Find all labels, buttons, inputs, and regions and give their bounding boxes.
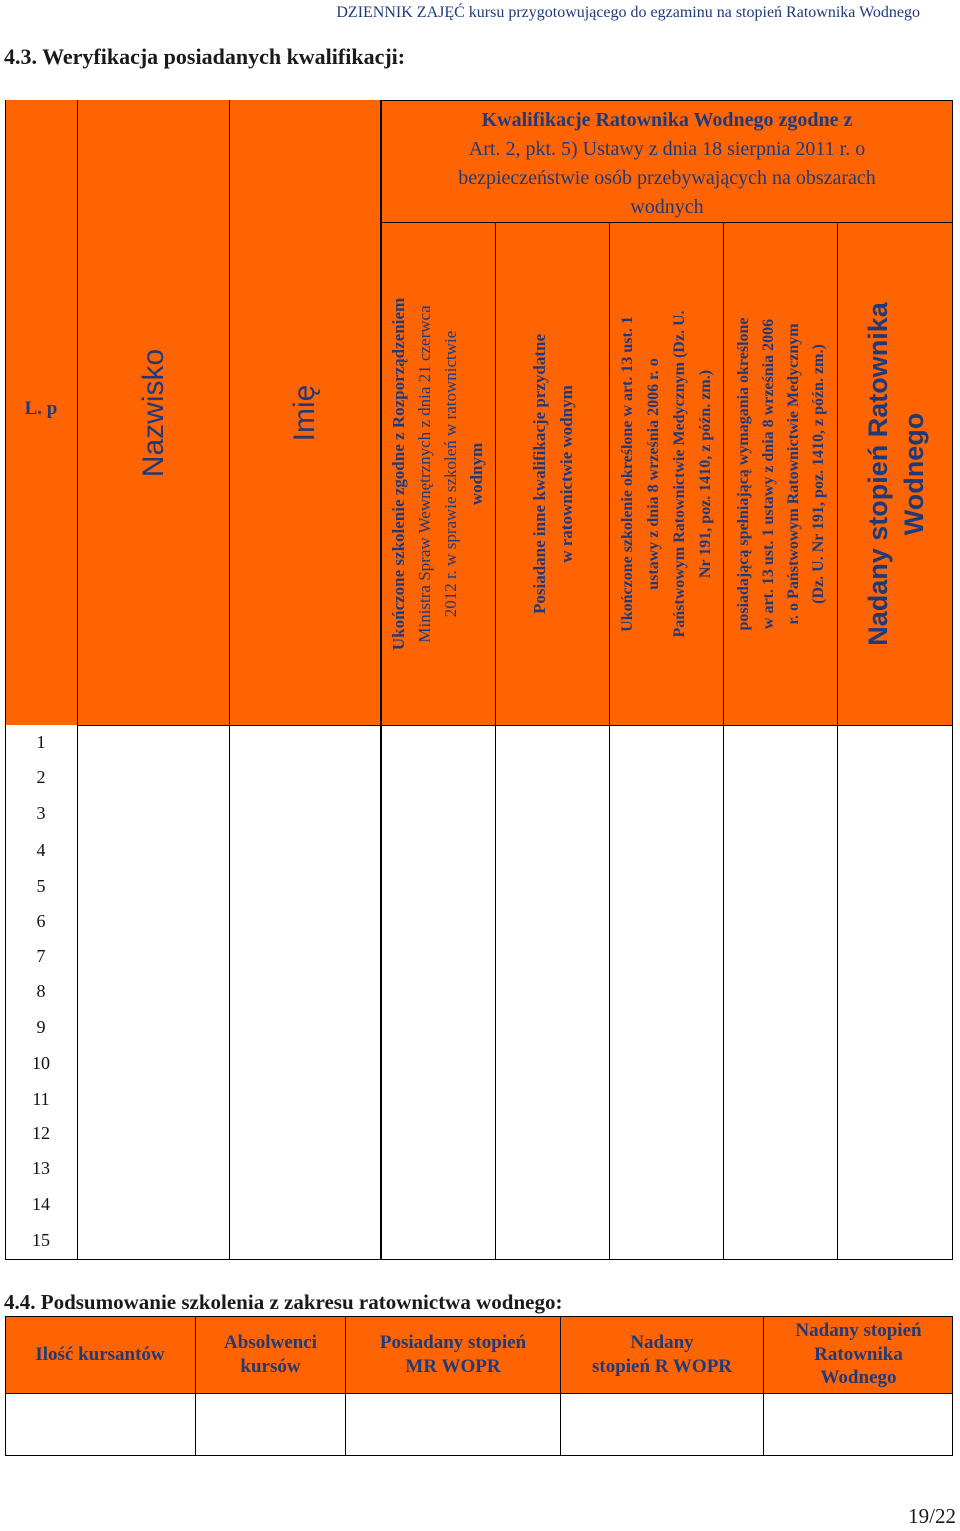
grid-line	[952, 100, 953, 1260]
header-nazwisko-label: Nazwisko	[136, 348, 170, 477]
row-number: 1	[36, 732, 46, 752]
sub3-line4: Nr 191, poz. 1410, z późn. zm.)	[696, 369, 714, 579]
subheader-prm-qual-text	[731, 317, 831, 630]
grid-line	[5, 100, 6, 1260]
sub1-line2: Ministra Spraw Wewnętrznych z dnia 21 czerwca	[415, 305, 434, 643]
summary-col5-line2: Ratownika	[814, 1343, 903, 1365]
summary-col4-line2: stopień R WOPR	[591, 1355, 733, 1377]
group-header-line2: Art. 2, pkt. 5) Ustawy z dnia 18 sierpnia 2011 r. o	[468, 138, 866, 160]
row-number: 5	[36, 876, 46, 896]
sub3-line1: Ukończone szkolenie określone w art. 13 ust. 1	[618, 316, 636, 632]
row-number: 15	[32, 1230, 50, 1250]
grid-line	[952, 1316, 953, 1456]
grid-line	[609, 223, 610, 1260]
summary-col-graduates	[196, 1316, 345, 1393]
row-number: 3	[36, 803, 46, 823]
summary-col-r-wopr	[561, 1316, 763, 1393]
grid-line	[5, 1259, 953, 1260]
summary-col5-line1: Nadany stopień	[795, 1319, 922, 1341]
summary-col4-line1: Nadany	[630, 1331, 694, 1353]
group-header-text	[381, 106, 953, 222]
row-number: 7	[36, 946, 46, 966]
summary-col-mr-wopr	[346, 1316, 560, 1393]
sub2-line2: w ratownictwie wodnym	[556, 385, 576, 563]
group-header-line1: Kwalifikacje Ratownika Wodnego zgodne z	[481, 109, 853, 131]
row-number: 14	[32, 1194, 50, 1214]
summary-col-participants	[5, 1316, 195, 1393]
sub1-line4: wodnym	[467, 442, 486, 506]
subheader-prm-text	[615, 310, 719, 637]
header-lp	[5, 100, 77, 725]
row-number: 6	[36, 911, 46, 931]
summary-col2-line2: kursów	[240, 1355, 301, 1377]
grid-line	[5, 1393, 953, 1394]
grid-line	[345, 1316, 346, 1456]
group-header-line3: bezpieczeństwie osób przebywających na obszarach	[458, 167, 876, 189]
summary-col3-line2: MR WOPR	[405, 1355, 501, 1377]
grid-line	[5, 1316, 6, 1456]
sub4-line1: posiadającą spełniającą wymagania określone	[734, 317, 752, 631]
grid-line	[5, 1455, 953, 1456]
grid-line	[723, 223, 724, 1260]
row-number: 13	[32, 1158, 50, 1178]
sub4-line3: r. o Państwowym Ratownictwie Medycznym	[784, 323, 802, 625]
section-4-4-title: 4.4. Podsumowanie szkolenia z zakresu ratownictwa wodnego:	[4, 1290, 563, 1314]
grid-line	[560, 1316, 561, 1456]
grid-line	[763, 1316, 764, 1456]
sub4-line4: (Dz. U. Nr 191, poz. 1410, z późn. zm.)	[809, 344, 827, 604]
summary-col2-line1: Absolwenci	[224, 1331, 317, 1353]
grid-line	[837, 223, 838, 1260]
subheader-rw-degree	[838, 223, 953, 725]
row-number: 11	[32, 1089, 50, 1109]
subheader-prm-qualification	[724, 223, 837, 725]
header-imie-label: Imię	[288, 384, 321, 441]
sub5-line1: Nadany stopień Ratownika	[862, 302, 893, 646]
row-number: 4	[36, 840, 46, 860]
sub4-line2: w art. 13 ust. 1 ustawy z dnia 8 września 2006	[759, 318, 777, 630]
qualifications-table	[5, 100, 953, 1260]
summary-col1-label: Ilość kursantów	[35, 1343, 165, 1365]
row-number: 10	[32, 1053, 50, 1073]
sub3-line3: Państwowym Ratownictwie Medycznym (Dz. U.	[670, 310, 688, 638]
subheader-mswia-text	[386, 298, 490, 650]
document-header: DZIENNIK ZAJĘĆ kursu przygotowującego do egzaminu na stopień Ratownika Wodnego	[336, 4, 920, 21]
grid-line	[381, 222, 953, 223]
subheader-other-qualifications	[496, 223, 609, 725]
sub3-line2: ustawy z dnia 8 września 2006 r. o	[644, 358, 662, 590]
summary-col5-line3: Wodnego	[820, 1367, 897, 1389]
grid-line	[380, 100, 382, 1260]
section-4-3-title: 4.3. Weryfikacja posiadanych kwalifikacji:	[4, 44, 406, 69]
sub5-line2: Wodnego	[898, 412, 929, 536]
grid-line	[495, 223, 496, 1260]
header-imie	[230, 100, 380, 725]
row-number: 8	[36, 981, 46, 1001]
row-number: 2	[36, 767, 46, 787]
subheader-mswia-training	[381, 223, 495, 725]
subheader-prm-training	[610, 223, 723, 725]
grid-line	[381, 100, 953, 101]
header-lp-label: L. p	[24, 398, 58, 419]
summary-col-rw-degree	[764, 1316, 953, 1393]
subheader-other-text	[526, 334, 580, 614]
header-group	[381, 100, 953, 222]
summary-table	[5, 1316, 953, 1456]
row-number: 9	[36, 1017, 46, 1037]
grid-line	[77, 100, 78, 1260]
grid-line	[229, 100, 230, 1260]
group-header-line4: wodnych	[630, 196, 704, 218]
sub1-line3: 2012 r. w sprawie szkoleń w ratownictwie	[441, 330, 460, 618]
sub1-line1: Ukończone szkolenie zgodne z Rozporządzeniem	[389, 297, 408, 651]
grid-line	[78, 725, 953, 726]
summary-col3-line1: Posiadany stopień	[379, 1331, 527, 1353]
grid-line	[195, 1316, 196, 1456]
page-number: 19/22	[908, 1504, 956, 1528]
row-number: 12	[32, 1123, 50, 1143]
sub2-line1: Posiadane inne kwalifikacje przydatne	[529, 333, 549, 615]
grid-line	[5, 1316, 953, 1317]
subheader-rw-text	[860, 302, 932, 646]
header-nazwisko	[78, 100, 229, 725]
